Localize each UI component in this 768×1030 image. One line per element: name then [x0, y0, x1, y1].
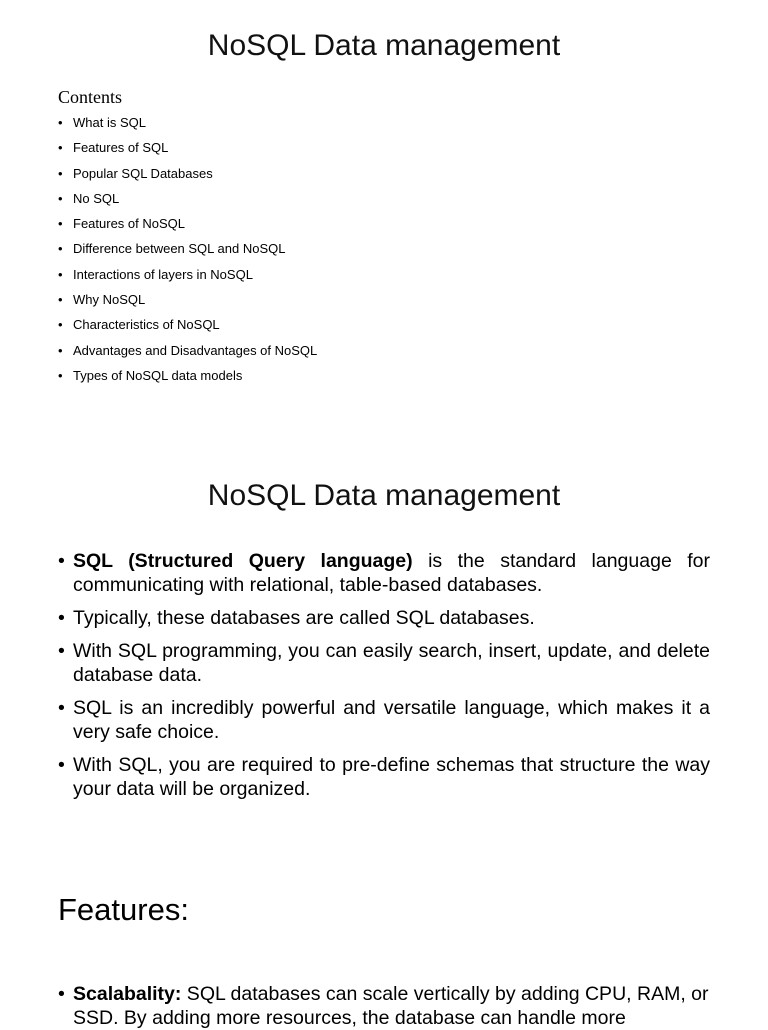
toc-item-label: Why NoSQL: [73, 292, 146, 308]
toc-item-label: Advantages and Disadvantages of NoSQL: [73, 342, 318, 358]
table-of-contents: [58, 114, 317, 392]
bullet-body: With SQL, you are required to pre-define schemas that structure the way your data will be organized.: [73, 754, 710, 800]
bullet-body: With SQL programming, you can easily search, insert, update, and delete database data.: [73, 640, 710, 686]
list-item: [58, 639, 710, 687]
list-item: [58, 139, 317, 164]
bullet-icon: •: [58, 983, 65, 1005]
toc-item-label: No SQL: [73, 190, 120, 206]
contents-heading: Contents: [58, 87, 123, 107]
toc-item-label: Difference between SQL and NoSQL: [73, 241, 286, 257]
bold-term: Scalabality:: [73, 983, 182, 1005]
bullet-text: [73, 753, 710, 801]
bullet-icon: •: [58, 754, 65, 776]
list-item: [58, 316, 317, 341]
bullet-icon: •: [58, 165, 63, 181]
bullet-icon: •: [58, 607, 65, 629]
list-item: [58, 190, 317, 215]
bullet-icon: •: [58, 190, 63, 206]
list-item: [58, 606, 710, 630]
bullet-icon: •: [58, 241, 63, 257]
toc-item-label: Types of NoSQL data models: [73, 367, 243, 383]
bullet-icon: •: [58, 342, 63, 358]
sql-description-list: [58, 549, 710, 810]
list-item: [58, 240, 317, 265]
list-item: [58, 549, 710, 597]
list-item: [58, 291, 317, 316]
bullet-icon: •: [58, 115, 63, 130]
list-item: [58, 114, 317, 139]
toc-item-label: Features of NoSQL: [73, 216, 185, 232]
list-item: [58, 982, 718, 1030]
list-item: [58, 165, 317, 190]
bullet-text: [73, 696, 710, 744]
list-item: [58, 342, 317, 367]
bullet-icon: •: [58, 640, 65, 662]
bullet-body: SQL databases can scale vertically by adding CPU, RAM, or SSD. By adding more resources, the database can handle more: [73, 983, 709, 1029]
bullet-icon: •: [58, 140, 63, 156]
bold-term: SQL (Structured Query language): [73, 550, 413, 572]
bullet-body: is the standard language for communicating with relational, table-based databases.: [73, 550, 710, 596]
bullet-body: Typically, these databases are called SQL databases.: [73, 607, 535, 629]
bullet-body: SQL is an incredibly powerful and versatile language, which makes it a very safe choice.: [73, 697, 710, 743]
bullet-icon: •: [58, 266, 63, 282]
page-title: NoSQL Data management: [207, 29, 561, 62]
bullet-icon: •: [58, 317, 63, 333]
bullet-text: [73, 639, 710, 687]
toc-item-label: Interactions of layers in NoSQL: [73, 266, 253, 282]
list-item: [58, 215, 317, 240]
bullet-icon: •: [58, 292, 63, 308]
bullet-text: [73, 982, 718, 1030]
toc-item-label: Popular SQL Databases: [73, 165, 213, 181]
features-list: [58, 982, 718, 1030]
toc-item-label: What is SQL: [73, 115, 146, 130]
toc-item-label: Characteristics of NoSQL: [73, 317, 220, 333]
bullet-text: [73, 606, 710, 630]
list-item: [58, 753, 710, 801]
bullet-icon: •: [58, 367, 63, 383]
bullet-icon: •: [58, 216, 63, 232]
toc-item-label: Features of SQL: [73, 140, 169, 156]
bullet-icon: •: [58, 697, 65, 719]
list-item: [58, 266, 317, 291]
section-title: NoSQL Data management: [207, 479, 561, 512]
bullet-icon: •: [58, 550, 65, 572]
bullet-text: [73, 549, 710, 597]
list-item: [58, 367, 317, 392]
list-item: [58, 696, 710, 744]
features-heading: Features:: [58, 892, 189, 927]
